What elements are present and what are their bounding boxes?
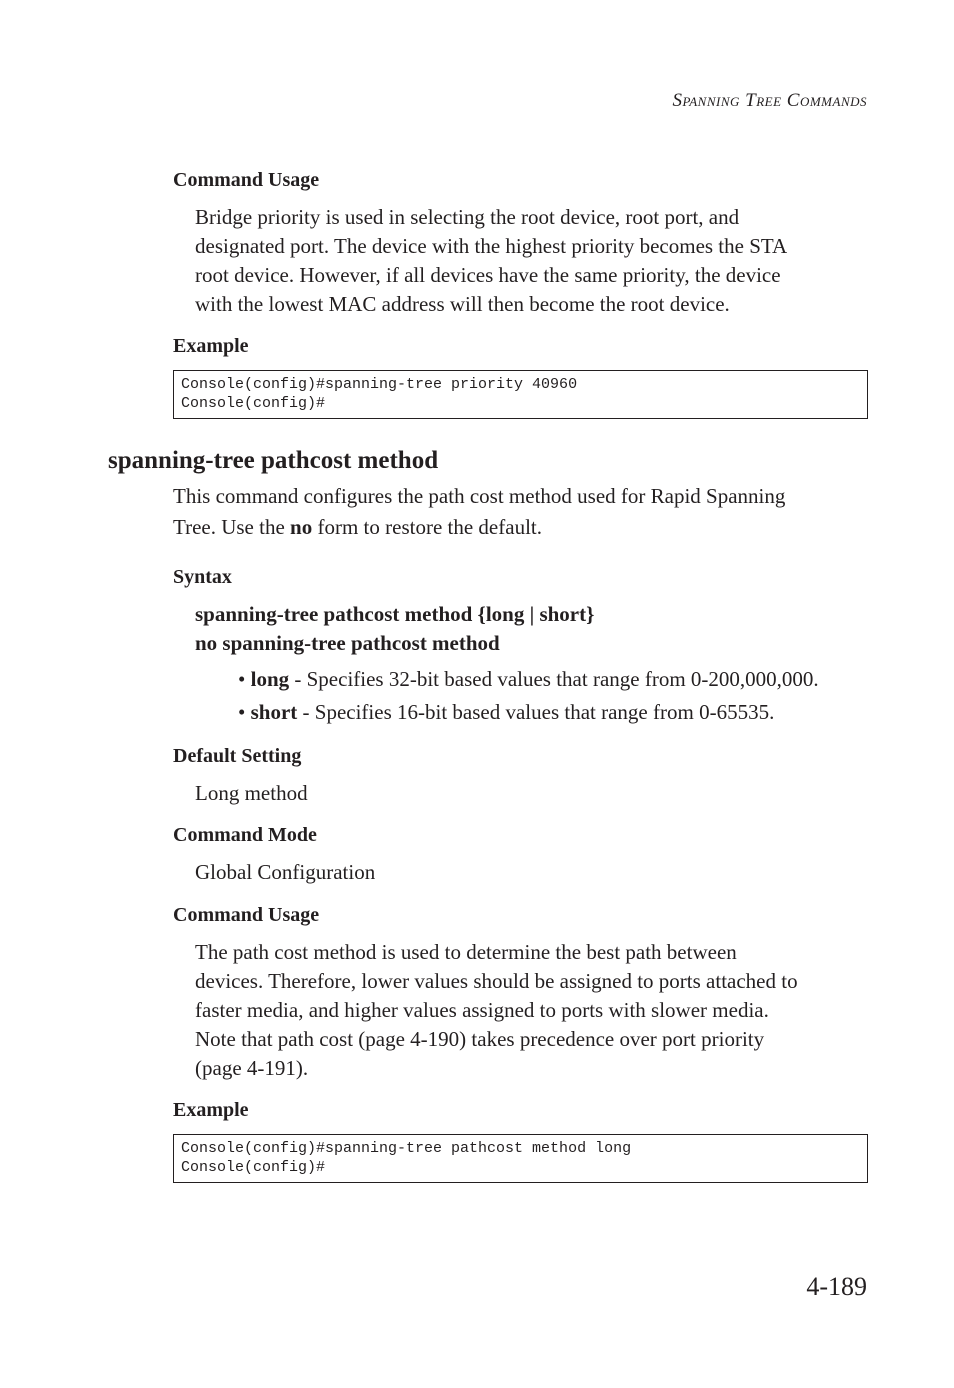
param-term: short xyxy=(250,700,298,724)
param-term: long xyxy=(250,667,290,691)
text-line: root device. However, if all devices have the same priority, the device xyxy=(195,263,781,287)
text-line: with the lowest MAC address will then become the root device. xyxy=(195,292,730,316)
intro-text: form to restore the default. xyxy=(312,515,542,539)
command-mode-heading: Command Mode xyxy=(173,824,317,846)
intro-keyword: no xyxy=(290,515,313,539)
intro-line: This command configures the path cost method used for Rapid Spanning xyxy=(173,484,786,508)
syntax-line: spanning-tree pathcost method {long | short} xyxy=(195,602,595,626)
default-setting-heading: Default Setting xyxy=(173,745,302,767)
example-code-box: Console(config)#spanning-tree priority 40960 Console(config)# xyxy=(173,370,868,419)
command-usage-heading: Command Usage xyxy=(173,169,320,191)
section-title: spanning-tree pathcost method xyxy=(108,447,439,474)
text-line: Bridge priority is used in selecting the root device, root port, and xyxy=(195,205,740,229)
syntax-heading: Syntax xyxy=(173,566,232,588)
example-heading: Example xyxy=(173,1099,249,1121)
intro-text: Tree. Use the xyxy=(173,515,291,539)
param-desc: - Specifies 16-bit based values that range from 0-65535. xyxy=(297,700,775,724)
syntax-line: no spanning-tree pathcost method xyxy=(195,631,500,655)
text-line: faster media, and higher values assigned to ports with slower media. xyxy=(195,998,769,1022)
list-item: • short - Specifies 16-bit based values that range from 0-65535. xyxy=(238,700,775,724)
page-number: 4-189 xyxy=(806,1272,867,1301)
command-mode-value: Global Configuration xyxy=(195,860,376,884)
example-heading: Example xyxy=(173,335,249,357)
text-line: designated port. The device with the highest priority becomes the STA xyxy=(195,234,788,258)
command-usage-text xyxy=(195,938,875,1083)
text-line: The path cost method is used to determine the best path between xyxy=(195,940,737,964)
param-desc: - Specifies 32-bit based values that range from 0-200,000,000. xyxy=(289,667,819,691)
text-line: devices. Therefore, lower values should be assigned to ports attached to xyxy=(195,969,798,993)
list-item: • long - Specifies 32-bit based values that range from 0-200,000,000. xyxy=(238,667,819,691)
example-code-box: Console(config)#spanning-tree pathcost method long Console(config)# xyxy=(173,1134,868,1183)
command-usage-text xyxy=(195,203,875,319)
intro-line xyxy=(173,512,873,543)
running-header: Spanning Tree Commands xyxy=(672,90,867,111)
default-setting-value: Long method xyxy=(195,781,308,805)
text-line: (page 4-191). xyxy=(195,1056,309,1080)
command-usage-heading: Command Usage xyxy=(173,904,320,926)
text-line: Note that path cost (page 4-190) takes precedence over port priority xyxy=(195,1027,765,1051)
section-intro xyxy=(173,481,873,543)
